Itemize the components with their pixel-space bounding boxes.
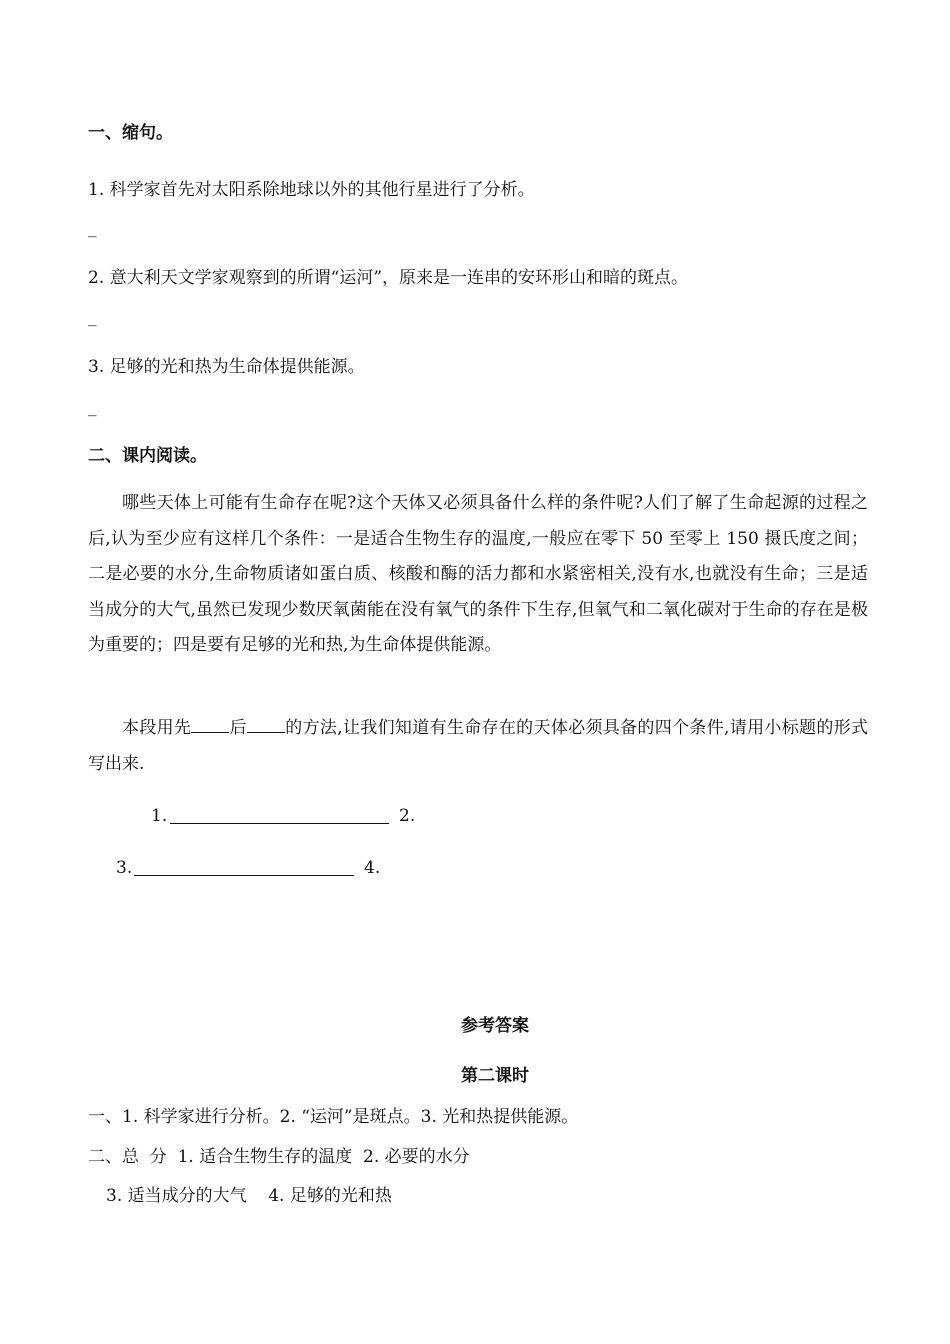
question-text-3: 的方法,让我们知道有生命存在的天体必须具备的四个条件,请用小标题的形式写出来. bbox=[88, 718, 869, 774]
blank-label-2: 2. bbox=[399, 806, 416, 826]
condense-item-1: 1. 科学家首先对太阳系除地球以外的其他行星进行了分析。 bbox=[88, 180, 535, 200]
reading-passage: 哪些天体上可能有生命存在呢?这个天体又必须具备什么样的条件呢?人们了解了生命起源的过程之后,认为至少应有这样几个条件：一是适合生物生存的温度,一般应在零下 50 至零上 150 摄氏度之间；二是必要的水分,生命物质诸如蛋白质、核酸和酶的活力都和水紧密相关,没有水,也就没有生命；三是适当成分的大气,虽然已发现少数厌氧菌能在没有氧气的条件下生存,但氧气和二氧化碳对于生命的存在是极为重要的；四是要有足够的光和热,为生命体提供能源。 bbox=[88, 493, 868, 655]
blank-label-3: 3. bbox=[116, 858, 133, 878]
blank-first[interactable] bbox=[191, 731, 229, 733]
blank-label-1: 1. bbox=[151, 806, 168, 826]
blank-then[interactable] bbox=[247, 731, 285, 733]
section-heading-reading: 二、课内阅读。 bbox=[88, 446, 207, 466]
condense-item-2: 2. 意大利天文学家观察到的所谓“运河”，原来是一连串的安环形山和暗的斑点。 bbox=[88, 268, 689, 288]
answers-subtitle: 第二课时 bbox=[461, 1066, 529, 1086]
section-heading-condense: 一、缩句。 bbox=[88, 123, 173, 143]
question-text-1: 本段用先 bbox=[122, 718, 192, 738]
answer-mark-2: _ bbox=[88, 307, 97, 327]
answer-mark-3: _ bbox=[88, 397, 97, 417]
answer-line-3[interactable] bbox=[134, 875, 354, 876]
condense-item-3: 3. 足够的光和热为生命体提供能源。 bbox=[88, 357, 365, 377]
answer-line-section1: 一、1. 科学家进行分析。2. “运河”是斑点。3. 光和热提供能源。 bbox=[88, 1107, 579, 1127]
answer-line-section2: 二、总 分 1. 适合生物生存的温度 2. 必要的水分 bbox=[88, 1147, 470, 1167]
answer-mark-1: _ bbox=[88, 218, 97, 238]
question-text-2: 后 bbox=[229, 718, 247, 738]
answer-line-section2-cont: 3. 适当成分的大气 4. 足够的光和热 bbox=[106, 1186, 392, 1206]
blank-label-4: 4. bbox=[364, 858, 381, 878]
reading-question bbox=[88, 711, 868, 782]
answer-line-1[interactable] bbox=[170, 823, 389, 824]
answers-title: 参考答案 bbox=[461, 1016, 529, 1036]
